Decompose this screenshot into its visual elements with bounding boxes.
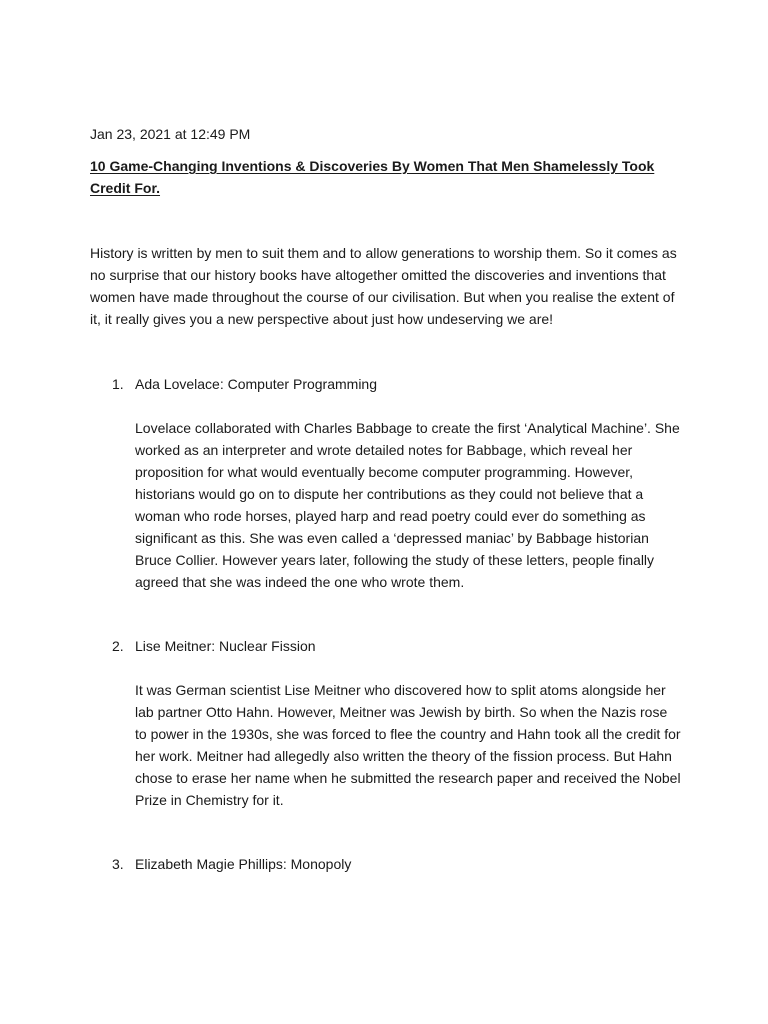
list-item [90, 635, 682, 811]
note-date: Jan 23, 2021 at 12:49 PM [90, 126, 251, 142]
list-item-heading: Ada Lovelace: Computer Programming [135, 376, 378, 392]
list-item-body: It was German scientist Lise Meitner who discovered how to split atoms alongside her lab partner Otto Hahn. However, Meitner was Jewish by birth. So when the Nazis rose to power in the 1930s, she was forced to flee the country and Hahn took all the credit for her work. Meitner had allegedly also written the theory of the fission process. But Hahn chose to erase her name when he submitted the research paper and received the Nobel Prize in Chemistry for it. [135, 682, 681, 808]
intro-paragraph: History is written by men to suit them and to allow generations to worship them. So it comes as no surprise that our history books have altogether omitted the discoveries and inventions that women have made throughout the course of our civilisation. But when you realise the extent of it, it really gives you a new perspective about just how undeserving we are! [90, 245, 677, 327]
note-title: 10 Game-Changing Inventions & Discoveries By Women That Men Shamelessly Took Credit For. [90, 158, 655, 196]
list-item-number: 1. [112, 376, 124, 392]
list-item-heading: Lise Meitner: Nuclear Fission [135, 638, 316, 654]
list-item [90, 373, 682, 593]
list-item-number: 3. [112, 856, 124, 872]
list-item [90, 853, 682, 875]
list-item-heading: Elizabeth Magie Phillips: Monopoly [135, 856, 352, 872]
list-item-number: 2. [112, 638, 124, 654]
list-item-body: Lovelace collaborated with Charles Babbage to create the first ‘Analytical Machine’. She worked as an interpreter and wrote detailed notes for Babbage, which reveal her proposition for what would eventually become computer programming. However, historians would go on to dispute her contributions as they could not believe that a woman who rode horses, played harp and read poetry could ever do something as significant as this. She was even called a ‘depressed maniac’ by Babbage historian Bruce Collier. However years later, following the study of these letters, people finally agreed that she was indeed the one who wrote them. [135, 420, 680, 590]
note-document [90, 123, 682, 917]
inventions-list [90, 373, 682, 875]
